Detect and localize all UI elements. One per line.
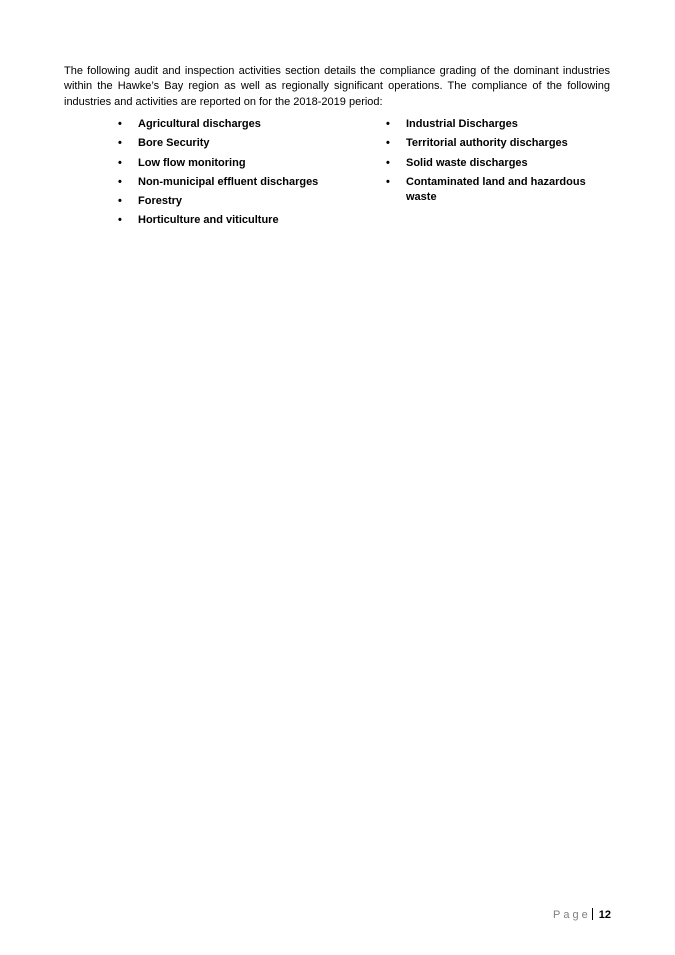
list-item [386, 117, 606, 132]
list-item [118, 194, 358, 209]
industries-list-left [118, 117, 358, 233]
bullet-icon: • [118, 156, 122, 169]
page-footer [553, 908, 611, 923]
industries-list-right [386, 117, 606, 209]
list-item [118, 156, 358, 171]
bullet-icon: • [118, 195, 122, 208]
list-item-label: Agricultural discharges [138, 118, 261, 130]
bullet-icon: • [118, 175, 122, 188]
page-number: 12 [598, 909, 611, 921]
footer-divider [592, 908, 593, 920]
list-item-label: Non-municipal effluent discharges [138, 175, 319, 188]
list-item-label: Forestry [138, 195, 183, 208]
list-item-label: Low flow monitoring [138, 156, 246, 169]
list-item-label: Industrial Discharges [406, 118, 518, 130]
bullet-icon: • [386, 156, 390, 169]
bullet-icon: • [386, 118, 390, 130]
list-item [386, 175, 606, 205]
list-item-label: Bore Security [138, 137, 210, 150]
bullet-icon: • [386, 137, 390, 150]
list-item [118, 213, 358, 228]
bullet-icon: • [118, 118, 122, 130]
list-item-label: Solid waste discharges [406, 156, 528, 169]
list-item [118, 136, 358, 151]
list-item [386, 136, 606, 151]
list-item-label: Contaminated land and hazardous waste [406, 175, 586, 203]
list-item [118, 117, 358, 132]
list-item-label: Horticulture and viticulture [138, 214, 279, 227]
bullet-icon: • [118, 137, 122, 150]
page-label: Page [553, 909, 591, 921]
list-item [386, 156, 606, 171]
bullet-icon: • [386, 175, 390, 188]
intro-paragraph: The following audit and inspection activities section details the compliance grading of the dominant industries within the Hawke’s Bay region as well as regionally significant operations. The compliance of the following industries and activities are reported on for the 2018-2019 period: [64, 65, 610, 108]
list-item [118, 175, 358, 190]
list-item-label: Territorial authority discharges [406, 137, 568, 150]
bullet-icon: • [118, 214, 122, 227]
